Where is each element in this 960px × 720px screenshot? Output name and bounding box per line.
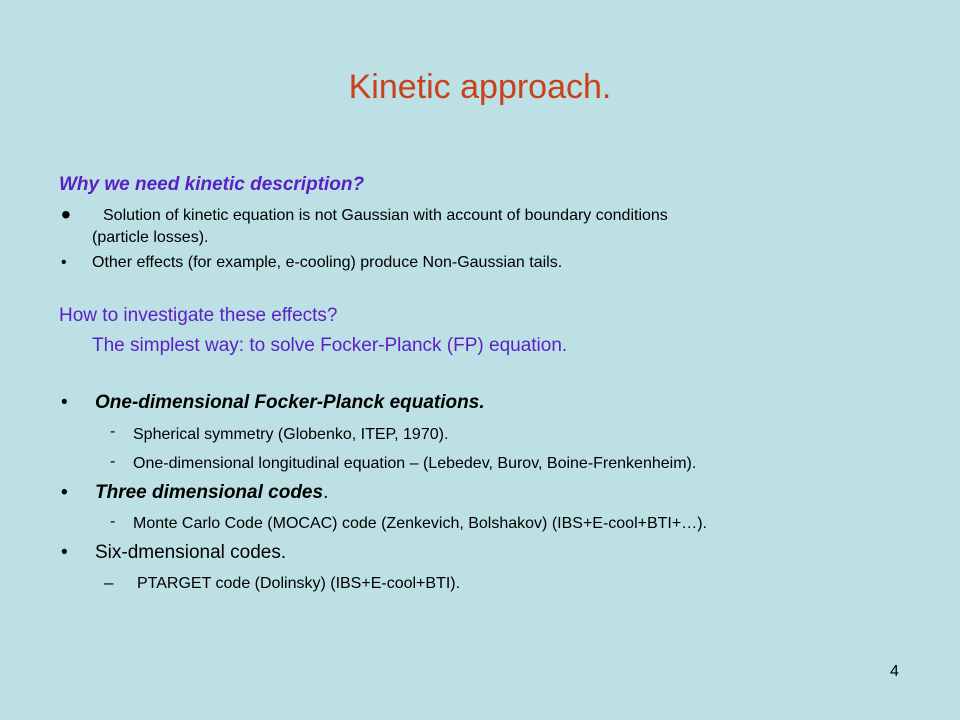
one-dim-sub-1: Spherical symmetry (Globenko, ITEP, 1970). — [133, 426, 449, 443]
dash-icon: – — [104, 573, 114, 592]
why-item-1-line-1: Solution of kinetic equation is not Gaussian with account of boundary conditions — [103, 207, 668, 224]
bullet-icon: • — [61, 482, 68, 503]
bullet-icon: • — [61, 542, 68, 563]
page-number: 4 — [890, 663, 899, 680]
six-dim-sub-1: PTARGET code (Dolinsky) (IBS+E-cool+BTI). — [137, 575, 461, 592]
six-dim-heading: Six-dmensional codes. — [95, 542, 287, 563]
why-heading: Why we need kinetic description? — [59, 174, 365, 195]
bullet-icon: • — [61, 254, 67, 271]
how-answer: The simplest way: to solve Focker-Planck (FP) equation. — [92, 335, 568, 356]
slide-title: Kinetic approach. — [348, 68, 612, 106]
dash-icon: - — [110, 453, 116, 470]
why-item-2: Other effects (for example, e-cooling) produce Non-Gaussian tails. — [92, 254, 563, 271]
one-dim-sub-2: One-dimensional longitudinal equation – (Lebedev, Burov, Boine-Frenkenheim). — [133, 455, 697, 472]
bullet-icon: • — [61, 199, 71, 230]
how-question: How to investigate these effects? — [59, 305, 338, 326]
three-dim-period: . — [323, 482, 329, 503]
dash-icon: - — [110, 513, 116, 530]
three-dim-sub-1: Monte Carlo Code (MOCAC) code (Zenkevich, Bolshakov) (IBS+E-cool+BTI+…). — [133, 515, 707, 532]
three-dim-heading-wrap — [95, 482, 328, 504]
bullet-icon: • — [61, 392, 68, 413]
why-item-1-line-2: (particle losses). — [92, 229, 209, 246]
one-dim-heading: One-dimensional Focker-Planck equations. — [95, 392, 485, 413]
dash-icon: - — [110, 423, 116, 440]
three-dim-heading: Three dimensional codes — [95, 482, 324, 503]
